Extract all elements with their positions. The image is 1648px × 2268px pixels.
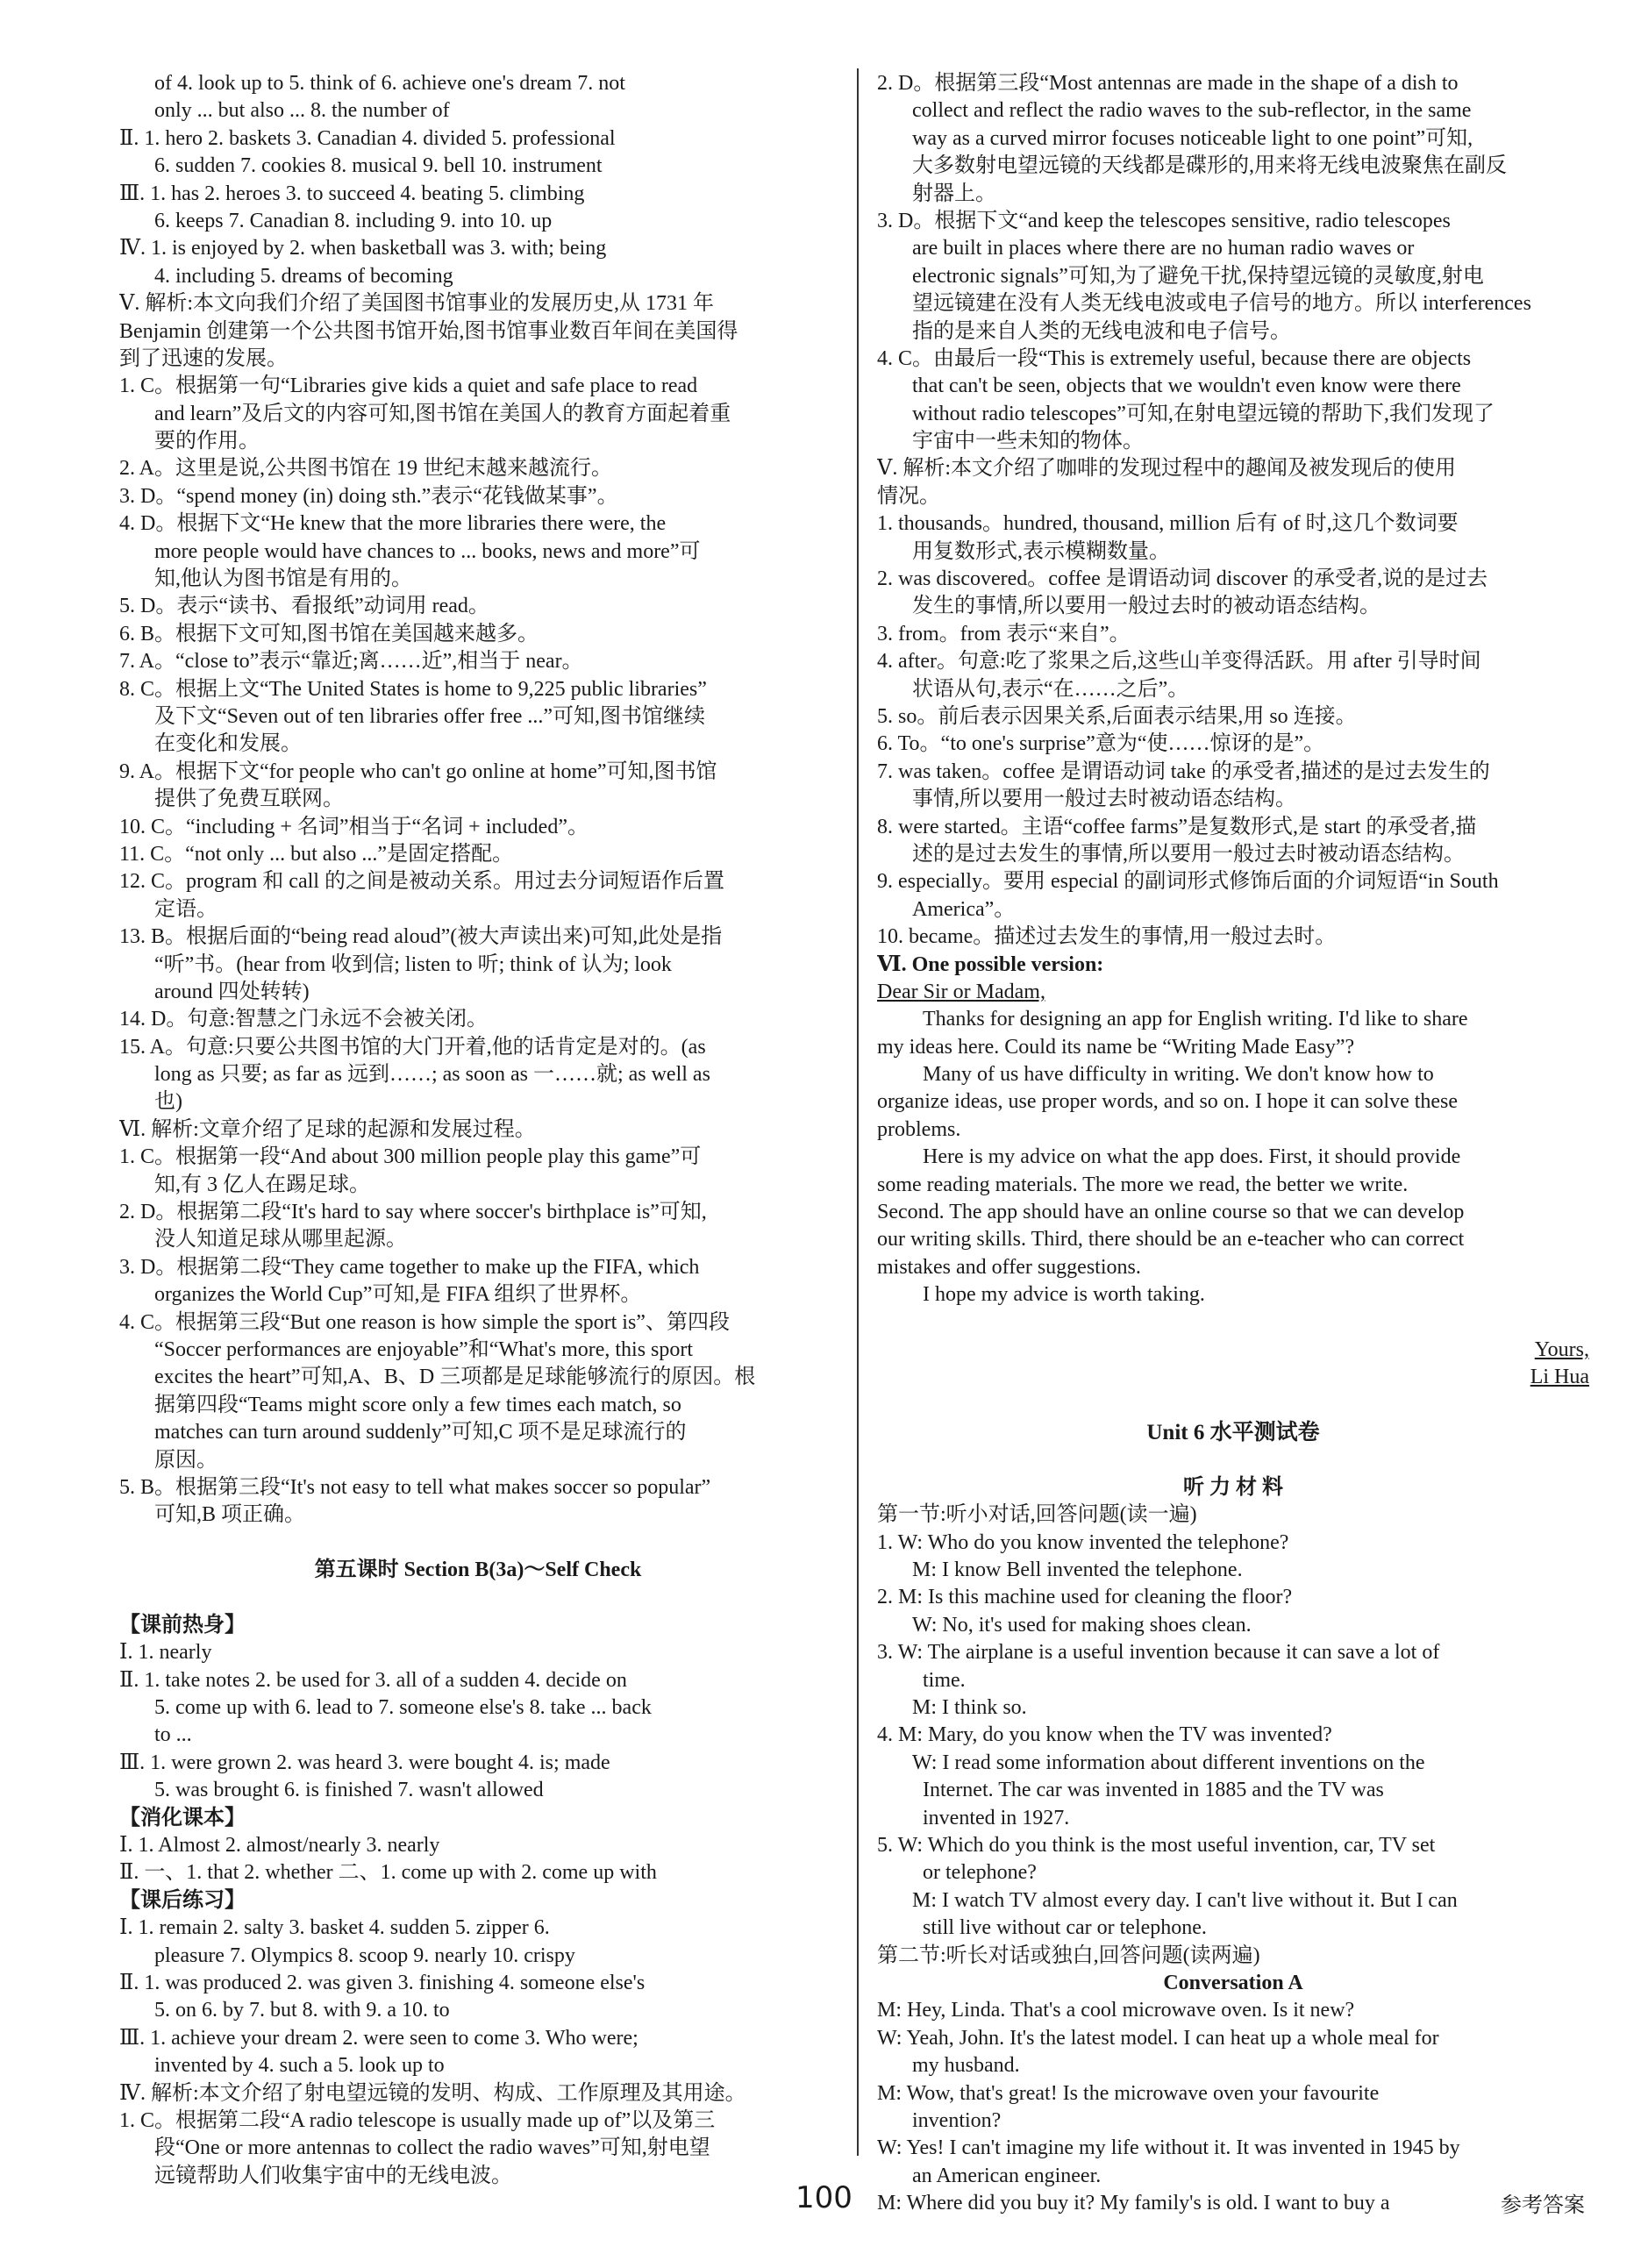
right-column-line: invented in 1927. (923, 1806, 1070, 1829)
right-column-line: 2. D。根据第三段“Most antennas are made in the shape of a dish to (877, 72, 1459, 95)
right-column-line: 2. was discovered。coffee 是谓语动词 discover 的承受者,说的是过去 (877, 567, 1488, 591)
left-column-line: 没人知道足球从哪里起源。 (154, 1228, 407, 1252)
right-column-line: an American engineer. (912, 2164, 1102, 2187)
left-column-line: 1. C。根据第一句“Libraries give kids a quiet and safe place to read (119, 374, 698, 398)
right-column-line: Ⅵ. One possible version: (877, 952, 1104, 976)
left-column-line: 原因。 (154, 1448, 218, 1472)
left-column-line: 11. C。“not only ... but also ...”是固定搭配。 (119, 842, 514, 866)
left-column-line: 6. B。根据下文可知,图书馆在美国越来越多。 (119, 622, 539, 645)
right-column-line: W: I read some information about different inventions on the (912, 1751, 1425, 1774)
left-column-line: 3. D。根据第二段“They came together to make up the FIFA, which (119, 1255, 700, 1279)
right-column-line: 大多数射电望远镜的天线都是碟形的,用来将无线电波聚焦在副反 (912, 154, 1507, 178)
left-column-line: 5. on 6. by 7. but 8. with 9. a 10. to (154, 1999, 450, 2022)
left-column-line: 5. come up with 6. lead to 7. someone else's 8. take ... back (154, 1696, 652, 1720)
left-column-line: Ⅱ. 1. take notes 2. be used for 3. all of a sudden 4. decide on (119, 1668, 627, 1692)
right-column-line: our writing skills. Third, there should be an e-teacher who can correct (877, 1228, 1465, 1252)
left-column-line (119, 1530, 837, 1557)
left-column-line: 15. A。句意:只要公共图书馆的大门开着,他的话肯定是对的。(as (119, 1035, 706, 1059)
right-column-line: 9. especially。要用 especial 的副词形式修饰后面的介词短语“in South (877, 870, 1499, 894)
left-column-line: 据第四段“Teams might score only a few times each match, so (154, 1393, 681, 1416)
left-column-line: 及下文“Seven out of ten libraries offer free ...”可知,图书馆继续 (154, 704, 706, 728)
left-column-line: Ⅰ. 1. Almost 2. almost/nearly 3. nearly (119, 1834, 440, 1857)
right-column-line: my ideas here. Could its name be “Writing Made Easy”? (877, 1035, 1355, 1059)
left-column-line: Ⅱ. 1. hero 2. baskets 3. Canadian 4. divided 5. professional (119, 126, 616, 150)
left-column-line: 2. A。这里是说,公共图书馆在 19 世纪末越来越流行。 (119, 457, 613, 481)
left-column-line: 段“One or more antennas to collect the radio waves”可知,射电望 (154, 2136, 710, 2160)
left-column-line: around 四处转转) (154, 980, 310, 1003)
left-column-line: 9. A。根据下文“for people who can't go online at home”可知,图书馆 (119, 760, 717, 783)
left-column-line: 5. D。表示“读书、看报纸”动词用 read。 (119, 595, 489, 618)
right-column-line: 6. To。“to one's surprise”意为“使……惊讶的是”。 (877, 732, 1325, 756)
right-column-line: 状语从句,表示“在……之后”。 (912, 677, 1189, 701)
right-column-line: 1. thousands。hundred, thousand, million 后有 of 时,这几个数词要 (877, 512, 1459, 536)
left-column-line: 【课后练习】 (119, 1888, 246, 1912)
right-column-line: Second. The app should have an online course so that we can develop (877, 1201, 1465, 1224)
left-column-line: long as 只要; as far as 远到……; as soon as 一……就; as well as (154, 1063, 710, 1087)
right-column-line (877, 1392, 1589, 1419)
left-column-line: 2. D。根据第二段“It's hard to say where soccer's birthplace is”可知, (119, 1201, 707, 1224)
right-column-line: my husband. (912, 2054, 1020, 2078)
left-column-line: matches can turn around suddenly”可知,C 项不是足球流行的 (154, 1421, 687, 1444)
right-column-line: organize ideas, use proper words, and so on. I hope it can solve these (877, 1090, 1459, 1114)
left-column-line: more people would have chances to ... books, news and more”可 (154, 539, 701, 563)
right-column-line: 4. M: Mary, do you know when the TV was invented? (877, 1723, 1332, 1747)
column-divider (857, 68, 859, 2156)
left-column-line: 定语。 (154, 897, 218, 921)
right-column-line: Conversation A (1163, 1971, 1303, 1994)
left-column-line: Benjamin 创建第一个公共图书馆开始,图书馆事业数百年间在美国得 (119, 319, 738, 343)
left-column-line: 5. was brought 6. is finished 7. wasn't allowed (154, 1779, 544, 1802)
right-column-line: M: I think so. (912, 1696, 1027, 1720)
right-column-line: 5. W: Which do you think is the most useful invention, car, TV set (877, 1834, 1436, 1857)
left-column-line: Ⅵ. 解析:文章介绍了足球的起源和发展过程。 (119, 1117, 536, 1141)
left-column-line: Ⅲ. 1. achieve your dream 2. were seen to come 3. Who were; (119, 2026, 639, 2050)
right-column-line (877, 1447, 1589, 1474)
right-column-line: Li Hua (1530, 1366, 1589, 1389)
right-column-line: 用复数形式,表示模糊数量。 (912, 539, 1170, 563)
right-column-line: 第二节:听长对话或独白,回答问题(读两遍) (877, 1943, 1260, 1967)
right-column-line: mistakes and offer suggestions. (877, 1255, 1141, 1279)
left-column-line: 14. D。句意:智慧之门永远不会被关闭。 (119, 1008, 488, 1031)
left-column-line: 可知,B 项正确。 (154, 1503, 306, 1527)
page-number: 100 (795, 2180, 853, 2215)
right-column-line: Internet. The car was invented in 1885 and the TV was (923, 1779, 1384, 1802)
left-column-line: 4. including 5. dreams of becoming (154, 264, 453, 288)
right-column-line: 射器上。 (912, 182, 996, 205)
right-column-line: 宇宙中一些未知的物体。 (912, 430, 1144, 453)
right-column (877, 70, 1589, 2217)
right-column-line: 1. W: Who do you know invented the telephone? (877, 1530, 1289, 1554)
left-column-line: 远镜帮助人们收集宇宙中的无线电波。 (154, 2164, 512, 2187)
left-column-line: 知,有 3 亿人在踢足球。 (154, 1173, 370, 1196)
right-column-line: electronic signals”可知,为了避免干扰,保持望远镜的灵敏度,射电 (912, 264, 1484, 288)
left-column-line: 要的作用。 (154, 430, 260, 453)
left-column-line: only ... but also ... 8. the number of (154, 99, 450, 123)
left-column-line: 知,他认为图书馆是有用的。 (154, 567, 412, 591)
left-column-line: 7. A。“close to”表示“靠近;离……近”,相当于 near。 (119, 650, 583, 674)
left-column-line: “听”书。(hear from 收到信; listen to 听; think of 认为; look (154, 952, 672, 976)
left-column-line: 13. B。根据后面的“being read aloud”(被大声读出来)可知,此处是指 (119, 925, 723, 949)
left-column-line: of 4. look up to 5. think of 6. achieve one's dream 7. not (154, 72, 625, 95)
left-column-line: 第五课时 Section B(3a)～Self Check (314, 1558, 642, 1582)
right-column-line: 3. D。根据下文“and keep the telescopes sensitive, radio telescopes (877, 209, 1451, 232)
right-column-line: Thanks for designing an app for English writing. I'd like to share (923, 1008, 1468, 1031)
right-column-line: are built in places where there are no human radio waves or (912, 237, 1415, 260)
left-column-line: 4. D。根据下文“He knew that the more libraries there were, the (119, 512, 667, 536)
right-column-line: Unit 6 水平测试卷 (1146, 1421, 1320, 1445)
left-column-line: 也) (154, 1090, 182, 1114)
left-column-line: 4. C。根据第三段“But one reason is how simple the sport is”、第四段 (119, 1310, 730, 1334)
left-column-line: 3. D。“spend money (in) doing sth.”表示“花钱做某事”。 (119, 484, 618, 508)
left-column-line: 6. sudden 7. cookies 8. musical 9. bell 10. instrument (154, 154, 603, 178)
right-column-line: 述的是过去发生的事情,所以要用一般过去时被动语态结构。 (912, 842, 1465, 866)
left-column-line: to ... (154, 1723, 192, 1747)
left-column-line (119, 1584, 837, 1611)
left-column-line: Ⅲ. 1. has 2. heroes 3. to succeed 4. beating 5. climbing (119, 182, 585, 205)
left-column-line: 6. keeps 7. Canadian 8. including 9. into 10. up (154, 209, 553, 232)
right-column-line: still live without car or telephone. (923, 1916, 1207, 1940)
left-column-line: 5. B。根据第三段“It's not easy to tell what makes soccer so popular” (119, 1475, 711, 1499)
right-column-line: W: Yeah, John. It's the latest model. I can heat up a whole meal for (877, 2026, 1439, 2050)
left-column-line: 10. C。“including + 名词”相当于“名词 + included”。 (119, 815, 589, 838)
left-column-line: Ⅲ. 1. were grown 2. was heard 3. were bought 4. is; made (119, 1751, 610, 1774)
right-column-line: Yours, (1534, 1337, 1589, 1361)
right-column-line: Dear Sir or Madam, (877, 980, 1045, 1003)
right-column-line: Many of us have difficulty in writing. We don't know how to (923, 1063, 1434, 1087)
right-column-line: 5. so。前后表示因果关系,后面表示结果,用 so 连接。 (877, 704, 1357, 728)
right-column-line: way as a curved mirror focuses noticeable light to one point”可知, (912, 126, 1473, 150)
left-column-line: “Soccer performances are enjoyable”和“What's more, this sport (154, 1337, 694, 1361)
left-column-line: 12. C。program 和 call 的之间是被动关系。用过去分词短语作后置 (119, 870, 724, 894)
right-column-line: that can't be seen, objects that we wouldn't even know were there (912, 374, 1461, 398)
right-column-line: or telephone? (923, 1861, 1037, 1885)
right-column-line: Here is my advice on what the app does. First, it should provide (923, 1145, 1461, 1169)
right-column-line: 3. from。from 表示“来自”。 (877, 622, 1131, 645)
left-column-line: 1. C。根据第二段“A radio telescope is usually made up of”以及第三 (119, 2108, 716, 2132)
left-column-line: 【消化课本】 (119, 1806, 246, 1829)
left-column-line: invented by 4. such a 5. look up to (154, 2054, 445, 2078)
right-column-line: W: Yes! I can't imagine my life without it. It was invented in 1945 by (877, 2136, 1460, 2160)
right-column-line: 4. C。由最后一段“This is extremely useful, because there are objects (877, 346, 1472, 370)
right-column-line: W: No, it's used for making shoes clean. (912, 1613, 1252, 1637)
right-column-line: M: Wow, that's great! Is the microwave oven your favourite (877, 2081, 1380, 2105)
left-column-line: 到了迅速的发展。 (119, 346, 288, 370)
left-column-line: Ⅴ. 解析:本文向我们介绍了美国图书馆事业的发展历史,从 1731 年 (119, 292, 714, 316)
right-column-line: 2. M: Is this machine used for cleaning the floor? (877, 1586, 1293, 1609)
right-column-line: 望远镜建在没有人类无线电波或电子信号的地方。所以 interferences (912, 292, 1531, 316)
right-column-line: 听 力 材 料 (1183, 1475, 1283, 1499)
right-column-line: 第一节:听小对话,回答问题(读一遍) (877, 1503, 1197, 1527)
right-column-line: collect and reflect the radio waves to the sub-reflector, in the same (912, 99, 1472, 123)
left-column-line: 1. C。根据第一段“And about 300 million people play this game”可 (119, 1145, 702, 1169)
right-column-line: Ⅴ. 解析:本文介绍了咖啡的发现过程中的趣闻及被发现后的使用 (877, 457, 1456, 481)
left-column-line: Ⅰ. 1. nearly (119, 1641, 212, 1665)
left-column-line: pleasure 7. Olympics 8. scoop 9. nearly 10. crispy (154, 1943, 575, 1967)
right-column-line: M: I watch TV almost every day. I can't live without it. But I can (912, 1888, 1458, 1912)
right-column-line: 8. were started。主语“coffee farms”是复数形式,是 start 的承受者,描 (877, 815, 1477, 838)
right-column-line: 指的是来自人类的无线电波和电子信号。 (912, 319, 1291, 343)
left-column-line: Ⅱ. 1. was produced 2. was given 3. finishing 4. someone else's (119, 1971, 646, 1994)
right-column-line: 情况。 (877, 484, 940, 508)
right-column-line: M: Where did you buy it? My family's is old. I want to buy a (877, 2192, 1390, 2215)
right-column-line: I hope my advice is worth taking. (923, 1283, 1205, 1307)
right-column-line: 7. was taken。coffee 是谓语动词 take 的承受者,描述的是过去发生的 (877, 760, 1490, 783)
left-column-line: 提供了免费互联网。 (154, 788, 344, 811)
left-column-line: organizes the World Cup”可知,是 FIFA 组织了世界杯。 (154, 1283, 642, 1307)
right-column-line: M: I know Bell invented the telephone. (912, 1558, 1243, 1582)
left-column-line: Ⅰ. 1. remain 2. salty 3. basket 4. sudden 5. zipper 6. (119, 1916, 550, 1940)
right-column-line: without radio telescopes”可知,在射电望远镜的帮助下,我们发现了 (912, 402, 1495, 425)
right-column-line: M: Hey, Linda. That's a cool microwave oven. Is it new? (877, 1999, 1355, 2022)
left-column-line: excites the heart”可知,A、B、D 三项都是足球能够流行的原因。根 (154, 1366, 756, 1389)
left-column-line: Ⅳ. 解析:本文介绍了射电望远镜的发明、构成、工作原理及其用途。 (119, 2081, 746, 2105)
right-column-line: 10. became。描述过去发生的事情,用一般过去时。 (877, 925, 1337, 949)
right-column-line (877, 1309, 1589, 1337)
right-column-line: problems. (877, 1117, 961, 1141)
right-column-line: invention? (912, 2108, 1002, 2132)
right-column-line: 发生的事情,所以要用一般过去时的被动语态结构。 (912, 595, 1380, 618)
right-column-line: 4. after。句意:吃了浆果之后,这些山羊变得活跃。用 after 引导时间 (877, 650, 1481, 674)
left-column-line: Ⅳ. 1. is enjoyed by 2. when basketball was 3. with; being (119, 237, 607, 260)
left-column-line: and learn”及后文的内容可知,图书馆在美国人的教育方面起着重 (154, 402, 731, 425)
left-column-line: 【课前热身】 (119, 1613, 246, 1637)
left-column-line: 8. C。根据上文“The United States is home to 9,225 public libraries” (119, 677, 707, 701)
right-column-line: America”。 (912, 897, 1016, 921)
right-column-line: time. (923, 1668, 966, 1692)
footer-label: 参考答案 (1501, 2193, 1585, 2217)
left-column-line: Ⅱ. 一、1. that 2. whether 二、1. come up with 2. come up with (119, 1861, 657, 1885)
left-column-line: 在变化和发展。 (154, 732, 302, 756)
right-column-line: some reading materials. The more we read, the better we write. (877, 1173, 1409, 1196)
right-column-line: 3. W: The airplane is a useful invention because it can save a lot of (877, 1641, 1440, 1665)
left-column (119, 70, 837, 2190)
right-column-line: 事情,所以要用一般过去时被动语态结构。 (912, 788, 1296, 811)
